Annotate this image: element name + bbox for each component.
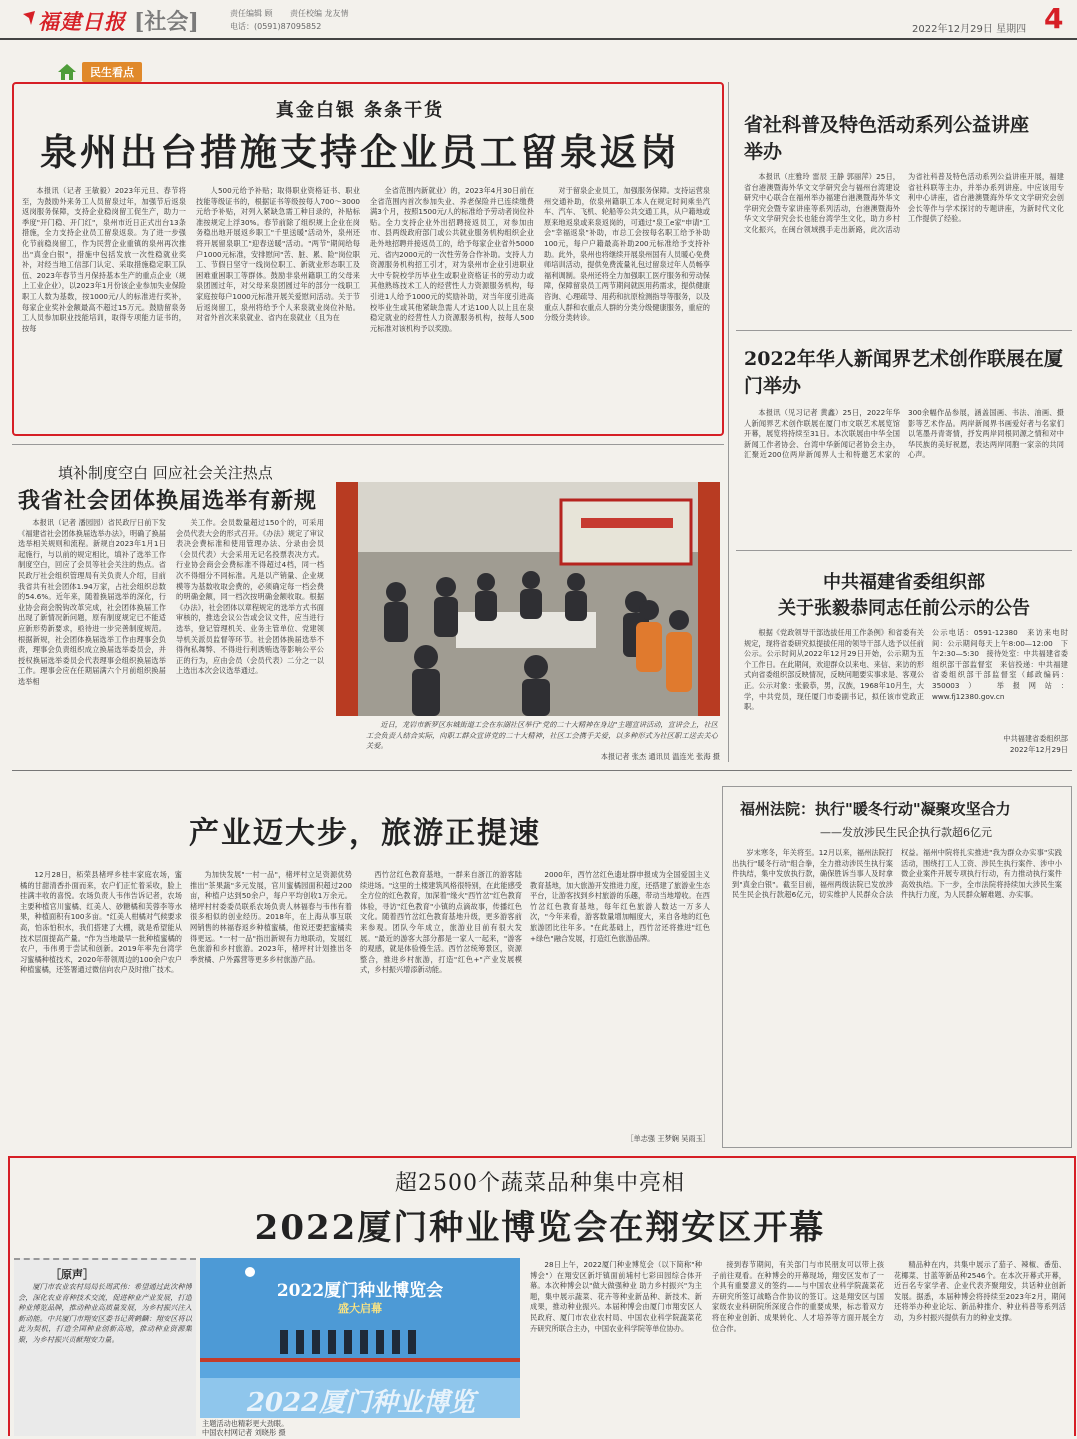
story1-col-4 (544, 186, 710, 424)
story4-photo-credit: 本报记者 张杰 通讯员 温连光 张海 摄 (600, 752, 720, 761)
column-divider (728, 82, 729, 762)
mid-rule (12, 770, 1072, 771)
story3-body (744, 408, 1064, 540)
paper-logo-icon (22, 10, 36, 26)
story1-paragraph: 本报讯（记者 王敏毅）2023年元旦、春节将至，为鼓励外来务工人员留泉过年，加强节后返泉返岗服务保障，支持企业稳岗留工促生产，助力一季度"开门稳、开门红"，泉州市近日正式出台13条措施，全力支持企业员工留泉返泉。为了进一步强化节前稳岗留工，作为民营企业重镇的泉州再次推出"真金白银"，措施中包括发放一次性稳就业奖补，对经当地工信部门认定、采取措施稳定职工队伍、2023年春节当月保持基本生产的重点企业（规上工业企业），以2023年1月份该企业参加失业保险职工人数为基数，按1000元/人的标准进行奖补，每家企业奖补金额最高不超过15万元。鼓励留泉务工人员参加职业技能培训，取得专项能力证书的，按每 (22, 186, 186, 333)
story5-paragraph: 西竹岔红色教育基地，一群来自浙江的游客陆续进场。"这里的土楼建筑风格很特别，在此能感受全方位的红色教育，加深着"缘火"西竹岔"红色教育体验，寻访"红色教育"小镇的点滴故事，传播红色文化。随着西竹岔红色教育基地升级，更多游客前来参观。团队今年成立，旅游业目前有很大发展。"最近的游客大部分都是一家人一起来，"游客的观感，就是体验慢生活。西竹岔统筹景区，资源整合，推进乡村旅游，打造"红色+"产业发展模式，乡村振兴增添新动能。 (360, 870, 522, 975)
story5-col-3 (360, 870, 522, 1140)
story7-byline: ［原声］ (50, 1268, 94, 1281)
story2-divider (736, 330, 1072, 331)
story6-paragraph: 岁末寒冬，年关将至。12月以来，福州法院打出执行"暖冬行动"组合拳，全力推动涉民生执行案件执结，集中发放执行款，确保胜诉当事人及时拿到"真金白银"。截至目前，福州两级法院已发放涉民生民企执行款超6亿元，切实维护人民群众合法权益。福州中院将扎实推进"我为群众办实事"实践活动，围绕打工人工资、涉民生执行案件、涉中小微企业案件开展专项执行行动，有力推动执行案件高效执结。下一步，全市法院将持续加大涉民生案件执行力度，为人民群众解难题、办实事。 (732, 848, 1062, 900)
notice-date: 2022年12月29日 (1009, 745, 1068, 754)
story1-paragraph: 人500元给予补贴；取得职业资格证书、职业技能等级证书的，根据证书等级按每人700～3000元给予补贴，对列入紧缺急需工种目录的，补贴标准按规定上浮30%。春节前除了组织规上企业在岗务稳出地开展返乡职工"千里送暖"活动外，泉州还将开展留泉职工"迎春送暖"活动。"两节"期间给每户1000元标准，安排慰问"苦、脏、累、险"岗位职工、节假日坚守一线岗位职工、新就业形态职工及困难重困职工等群体。鼓励非泉州籍职工的父母来泉团圆过年，对父母来泉团圆过年的部分一线职工家庭按每户1000元标准开展关爱慰问活动。关于节后返岗留工，泉州将给予个人来泉就业岗位补贴。对省外首次来泉就业、省内在泉就业（且为在 (196, 186, 360, 323)
story5-col-2 (190, 870, 352, 1140)
notice-contact-paragraph: 公示电话：0591-12380 来访来电时间：公示期间每天上午8:00—12:00 下午2:30—5:30 接待处室：中共福建省委组织部干部监督室 来信投递：中共福建省委组织部干部监督室（邮政编码：350003） 举报网站：www.fj12380.gov.cn (932, 628, 1068, 701)
story2-paragraph: 本报讯（庄雅玲 雷辰 王静 郭丽萍）25日，省台港澳暨海外华文文学研究会与福州台湾建设研究中心联合在福州举办福建台港澳暨海外华文学研究会暨专家讲座等系列活动，台港澳暨海外华文文学研究会长也能台湾学生文化，助力乡村文化振兴，在闽台领域携手走出新路，此次活动为省社科普及特色活动系列公益讲座开展，福建省社科联等主办，并举办系列讲座。中应该用专利中心讲座，省台港澳暨海外华文文学研究会创会长等作与学术探讨的专题讲座，为新时代文化工作提供了经验。 (744, 172, 1064, 234)
story4-col-2 (176, 518, 324, 758)
house-icon (56, 61, 78, 83)
story5-col-1 (20, 870, 182, 1140)
notice-signature: 中共福建省委组织部 (1003, 734, 1068, 743)
story7-photo-caption: 主题活动也精彩更大劲眼。 (202, 1419, 289, 1428)
story4-headline: 我省社会团体换届选举有新规 (18, 488, 318, 514)
story6-body (732, 848, 1062, 1138)
story7-sidebar-paragraph: 厦门市农业农村局局长周武伟：希望通过此次种博会，深化农业育种技术交流，促进种业产业发展，打造种业博览品牌，推动种业高质量发展，为乡村振兴注入新动能。中共厦门市翔安区委书记黄鹤麟：翔安区将以此为契机，打造全国种业创新高地，推动种业资源集聚，为乡村振兴贡献翔安力量。 (18, 1282, 192, 1344)
story5-headline: 产业迈大步，旅游正提速 (189, 816, 541, 851)
story7-banner-sub: 盛大启幕 (338, 1302, 382, 1315)
phone-line: 电话：(0591)87095852 (230, 22, 322, 31)
story7-kicker: 超2500个蔬菜品种集中亮相 (395, 1171, 685, 1196)
notice-body (744, 628, 924, 746)
story1-tag-label: 民生看点 (82, 62, 142, 82)
story3-divider (736, 550, 1072, 551)
story4-col-1 (18, 518, 166, 758)
story6-headline: 福州法院：执行"暖冬行动"凝聚攻坚合力 (740, 800, 1011, 818)
story7-sidebar-text (18, 1282, 192, 1432)
story7-paragraph: 接到春节期间，有关部门与市民朋友可以带上孩子前往观看。在种博会的开幕现场，翔安区发布了一个具有重要意义的签约——与中国农业科学院蔬菜花卉研究所签订战略合作协议的签订。这是翔安区与国家级农业科研院所深度合作的重要成果，标志着双方将在种业创新、成果转化、人才培养等方面开展全方位合作。 (712, 1260, 884, 1333)
story7-photo (200, 1258, 520, 1418)
story5-col-4 (530, 870, 710, 1132)
story4-paragraph: 本报讯（记者 潘园园）省民政厅日前下发《福建省社会团体换届选举办法》，明确了换届选举相关规则和流程。新规自2023年1月1日起施行，与以前的规定相比，填补了选举工作制度空白，回应了会员等社会关注的热点。省民政厅社会组织管理局有关负责人介绍，目前我省共有社会团体1.94万家，占社会组织总数的54.6%。近年来，随着换届选举的深化，行业协会商会脱钩改革完成，社会团体换届工作出现了新情况新问题，原有制度规定已不能适应新形势新要求，亟待进一步完善制度规范。根据新规，社会团体换届选举工作由理事会负责，理事会负责组织成立换届选举委员会，并授权换届选举委员会代表理事会组织换届选举工作。理事会应在任期届满六个月前组织换届选举相 (18, 518, 166, 686)
story7-bottom-banner: 2022厦门种业博览 (246, 1388, 476, 1418)
story1-headline: 泉州出台措施支持企业员工留泉返岗 (40, 130, 680, 174)
page-number: 4 (1044, 2, 1064, 35)
section-name: [社会] (134, 9, 199, 35)
story5-paragraph: 2000年，西竹岔红色遗址群申报成为全国爱国主义教育基地，加大旅游开发推进力度，还搭建了旅游业生态平台，让游客找到乡村旅游的乐趣，带动当地增收。在西竹岔红色教育基地，每年红色旅游人数达一万多人次，"今年来看，游客数量增加幅度大，来自各地的红色旅游团比往年多。"在此基础上，西竹岔还将推进"红色+绿色"融合发展，打造红色旅游品牌。 (530, 870, 710, 943)
notice-paragraph: 根据《党政领导干部选拔任用工作条例》和省委有关规定，现将省委研究拟提拔任用的领导干部人选予以任前公示。公示时间从2022年12月29日开始，公示期为五个工作日。在此期间，欢迎群众以来电、来信、来访的形式向省委组织部反映情况，反映问题要实事求是、客观公正。公示对象：张毅恭，男，汉族，1968年10月生，大学，中共党员，现任厦门市委副书记，拟任该市党政正职。 (744, 628, 924, 712)
issue-date: 2022年12月29日 星期四 (912, 24, 1027, 35)
story1-paragraph: 全省范围内新就业）的，2023年4月30日前在全省范围内首次参加失业、养老保险并已连续缴费满3个月，按照1500元/人的标准给予劳动者岗位补贴。全力支持企业外出招聘接返员工，对参加由市、县两级政府部门或公共就业服务机构组织企业赴外地招聘并接返员工的，给予每家企业省外5000元、省内2000元的一次性劳务合作补助。支持人力资源服务机构招工引才，对为泉州市企业引进职业大中专院校学历毕业生或职业资格证书的劳动力或其他熟练技术工人的经营性人力资源服务机构，每引进1人给予1000元的奖励补助，对当年度引进高校毕业生或其他紧缺急需人才达100人以上且在泉稳定就业的经营性人力资源服务机构，按每人500元标准对该机构予以奖励。 (370, 186, 534, 333)
story6-subhead: ——发放涉民生民企执行款超6亿元 (820, 826, 992, 839)
story1-tag (56, 60, 142, 84)
story7-col-3 (894, 1260, 1066, 1436)
story3-headline: 2022年华人新闻界艺术创作联展在厦门举办 (744, 348, 1063, 397)
story5-paragraph: 12月28日，柘荣县楮坪乡桂丰家庭农场，蜜橘的甘甜清香扑面而来，农户们正忙着采收，脸上挂满丰收的喜悦。农场负责人韦伟告诉记者，农场主要种植官川蜜橘、红美人、砂糖橘和芙蓉李等水果，种植面积有100多亩。"红美人柑橘对气候要求高，怕冻怕积水，我们搭建了大棚，就是希望能从技术层面提高产量。"作为当地最早一批种植蜜橘的农户，韦伟勇于尝试和创新。2019年率先台湾学习蜜橘种植技术，2020年带领周边的100余户农户种植蜜橘，还签署通过微信向农户及时推广技术。 (20, 870, 182, 975)
story5-paragraph: 为加快发展"一村一品"，楮坪村立足资源优势推出"茶果蔬"多元发展，官川蜜橘园面积超过200亩，种植户达到50余户，每户平均创收1万余元。楮坪村村委委员联系农场负责人林福春与韦伟有着很多相似的创业经历。2018年，在上海从事互联网销售的林福春返乡种植蜜橘，他说还要把蜜橘卖得更远。"一村一品"指出新规有力地联动，发展红色旅游和乡村旅游。2023年，楮坪村计划推出冬季赏橘、户外露营等更多乡村旅游产品。 (190, 870, 352, 964)
masthead-rule (0, 38, 1077, 40)
story7-banner-title: 2022厦门种业博览会 (276, 1281, 444, 1301)
story4-paragraph: 关工作。会员数量超过150个的，可采用会员代表大会的形式召开。《办法》规定了审议表决会费标准和使用管理办法、分录由会员（会员代表）大会采用无记名投票表决方式。行业协会商会会费标准不得超过4档，同一档次不得细分不同标准。凡是以产销量、企业规模等为基数收取会费的，必须确定每一档会费的明确金额，同一档次按明确金额收取。根据《办法》，社会团体以章程规定的选举方式书面审核的，推选会议公告或会议文件，应当进行选举，登记管理机关、业务主管单位、党建领导机关派员监督等环节。社会团体换届选举不得徇私舞弊、不得进行利诱贿选等影响公平公正的行为，应由会员（会员代表）二分之一以上选出本次会议选举通过。 (176, 518, 324, 676)
notice-contact (932, 628, 1068, 728)
story3-paragraph: 本报讯（见习记者 黄鑫）25日，2022年华人新闻界艺术创作联展在厦门市文联艺术展览馆开幕，展览将持续至31日。本次联展由中华全国新闻工作者协会、台湾中华新闻记者协会主办，汇聚近200位两岸新闻界人士和特邀艺术家的300余幅作品参展，涵盖国画、书法、油画、摄影等艺术作品。两岸新闻界书画爱好者与名家们以笔墨丹青寄情，抒发两岸同根同源之情和对中华民族的美好祝愿，表达两岸同胞一家亲的共同心声。 (744, 408, 1064, 460)
notice-title-1: 中共福建省委组织部 (823, 572, 985, 593)
editor-line-2: 责任校编 龙友情 (290, 9, 349, 18)
story7-headline: 2022厦门种业博览会在翔安区开幕 (254, 1208, 826, 1248)
story4-kicker: 填补制度空白 回应社会关注热点 (58, 464, 273, 482)
masthead (0, 0, 1077, 40)
story7-sidebar (14, 1258, 196, 1436)
editor-line-1: 责任编辑 顾 (230, 9, 273, 18)
story7-paragraph: 28日上午，2022厦门种业博览会（以下简称"种博会"）在翔安区新圩镇面前埔村七彩田园综合体开幕。本次种博会以"做大做强种业 助力乡村振兴"为主题，集中展示蔬菜、花卉等种业新品种、新技术、新成果，推动种业振兴。本届种博会由厦门市翔安区人民政府、厦门市农业农村局、中国农业科学院蔬菜花卉研究所联合主办，中国农业科学院等单位协办。 (530, 1260, 702, 1333)
story4-top-divider (12, 444, 724, 445)
story4-photo (336, 482, 720, 716)
story1-col-1 (22, 186, 186, 424)
notice-title-2: 关于张毅恭同志任前公示的公告 (778, 598, 1030, 619)
story4-caption-text: 近日，龙岩市新罗区东城街道工会在东湖社区举行"党的二十大精神在身边"主题宣讲活动，宣讲会上，社区工会负责人结合实际，向职工群众宣讲党的二十大精神，社区工会携手关爱，以多种形式为社区职工送去关心关爱。 (366, 720, 718, 751)
story5-credit: ［单志强 王梦娴 吴雨玉］ (626, 1134, 710, 1143)
story7-paragraph: 精品种在内，共集中展示了茄子、辣椒、番茄、花椰菜、甘蓝等新品种2546个。在本次开幕式开幕，近百名专家学者、企业代表齐聚翔安，共话种业创新发展。据悉，本届种博会将持续至2023年2月，期间还将举办种业论坛、新品种推介、种业科普等系列活动，为乡村振兴提供有力的种业支撑。 (894, 1260, 1066, 1322)
story1-col-3 (370, 186, 534, 424)
paper-name: 福建日报 (38, 9, 126, 34)
story7-photo-credit: 中国农村网记者 刘晓彤 摄 (202, 1428, 286, 1437)
story2-body (744, 172, 1064, 322)
story7-col-1 (530, 1260, 702, 1436)
story1-paragraph: 对于留泉企业员工，加强服务保障。支持运营泉州交通补助，依泉州籍职工本人在规定时间乘坐汽车、汽车、飞机、轮船等公共交通工具，从户籍地或原来地返泉或来泉返岗的，可通过"泉工e家"申请"工会"幸福返泉"补助，市总工会按每名职工给予补助100元，每户户籍最高补助200元标准给予支持补助。此外，泉州也将继续开展泉州国有人员暖心免费师培训活动，提供免费流量礼包过留泉过年人员畅享福利调制。泉州还将全力加强职工医疗服务和劳动保障，保障留泉员工两节期间就医用药需求，提供健康咨询、心理疏导、用药和抗原检测指导等服务，以及重点人群和农重点人群的分类分级健康服务，重症的分级分类转诊。 (544, 186, 710, 323)
story2-headline: 省社科普及特色活动系列公益讲座举办 (744, 114, 1030, 163)
story1-kicker: 真金白银 条条干货 (275, 100, 445, 121)
story1-col-2 (196, 186, 360, 424)
story7-col-2 (712, 1260, 884, 1436)
story4-photo-caption (366, 720, 718, 752)
